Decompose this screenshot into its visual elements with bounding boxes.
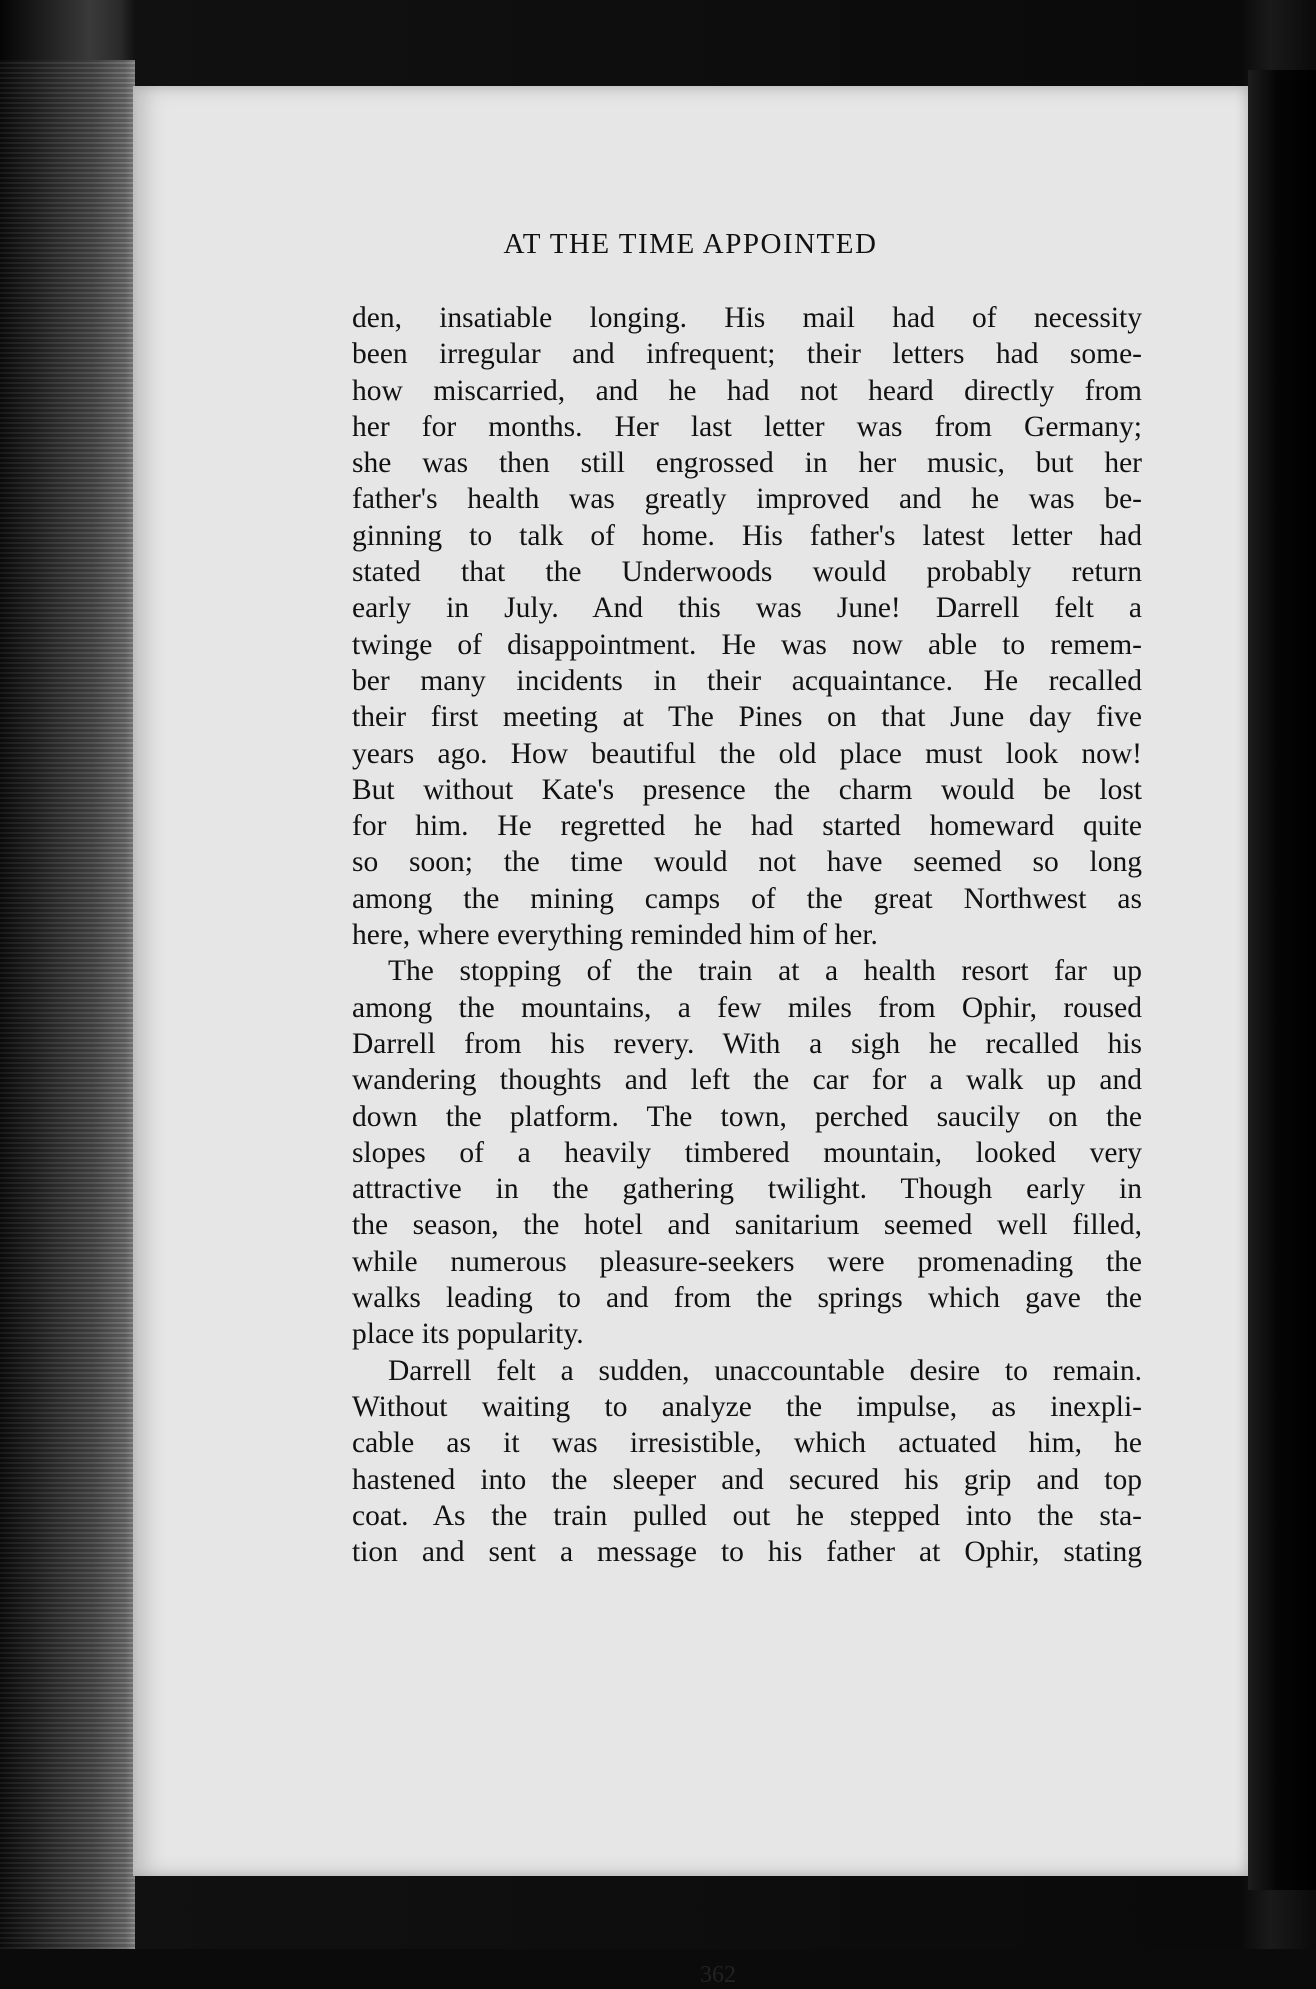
text-line: among the mining camps of the great Northwest as [352,882,1142,915]
text-line: so soon; the time would not have seemed so long [352,846,1142,879]
text-line: Without waiting to analyze the impulse, as inexpli- [352,1390,1142,1423]
text-line: how miscarried, and he had not heard directly from [352,374,1142,407]
text-line: But without Kate's presence the charm would be lost [352,773,1142,806]
page-gutter-shadow [1248,70,1316,1890]
text-line: down the platform. The town, perched saucily on the [352,1100,1142,1133]
text-line: ber many incidents in their acquaintance. He recalled [352,664,1142,697]
text-line: ginning to talk of home. His father's latest letter had [352,519,1142,552]
text-line: hastened into the sleeper and secured his grip and top [352,1463,1142,1496]
text-line: walks leading to and from the springs which gave the [352,1282,1142,1315]
running-head: AT THE TIME APPOINTED [503,228,878,260]
text-line: attractive in the gathering twilight. Though early in [352,1173,1142,1206]
book-binding-edge [0,60,135,1949]
text-line: Darrell from his revery. With a sigh he recalled his [352,1027,1142,1060]
text-line: the season, the hotel and sanitarium seemed well filled, [352,1209,1142,1242]
text-line: den, insatiable longing. His mail had of necessity [352,302,1142,334]
text-line: here, where everything reminded him of her. [352,919,878,952]
text-line: tion and sent a message to his father at Ophir, stating [352,1536,1142,1569]
text-line: The stopping of the train at a health resort far up [388,955,1142,988]
text-line: her for months. Her last letter was from Germany; [352,410,1142,443]
text-line: she was then still engrossed in her music, but her [352,447,1142,480]
page-number: 362 [700,1962,736,1988]
text-line: been irregular and infrequent; their letters had some- [352,338,1142,371]
text-line: place its popularity. [352,1318,584,1351]
text-line: father's health was greatly improved and he was be- [352,483,1142,516]
text-line: cable as it was irresistible, which actuated him, he [352,1427,1142,1460]
text-line: among the mountains, a few miles from Ophir, roused [352,991,1142,1024]
text-line: coat. As the train pulled out he stepped into the sta- [352,1499,1142,1532]
text-line: Darrell felt a sudden, unaccountable desire to remain. [388,1354,1142,1387]
body-text [352,300,1142,1570]
text-line: wandering thoughts and left the car for a walk up and [352,1064,1142,1097]
text-line: early in July. And this was June! Darrell felt a [352,592,1142,625]
text-line: slopes of a heavily timbered mountain, looked very [352,1136,1142,1169]
text-line: twinge of disappointment. He was now able to remem- [352,628,1142,661]
text-line: years ago. How beautiful the old place must look now! [352,737,1142,770]
text-line: while numerous pleasure-seekers were promenading the [352,1245,1142,1278]
text-line: their first meeting at The Pines on that June day five [352,701,1142,734]
text-line: for him. He regretted he had started homeward quite [352,810,1142,843]
text-line: stated that the Underwoods would probably return [352,556,1142,589]
